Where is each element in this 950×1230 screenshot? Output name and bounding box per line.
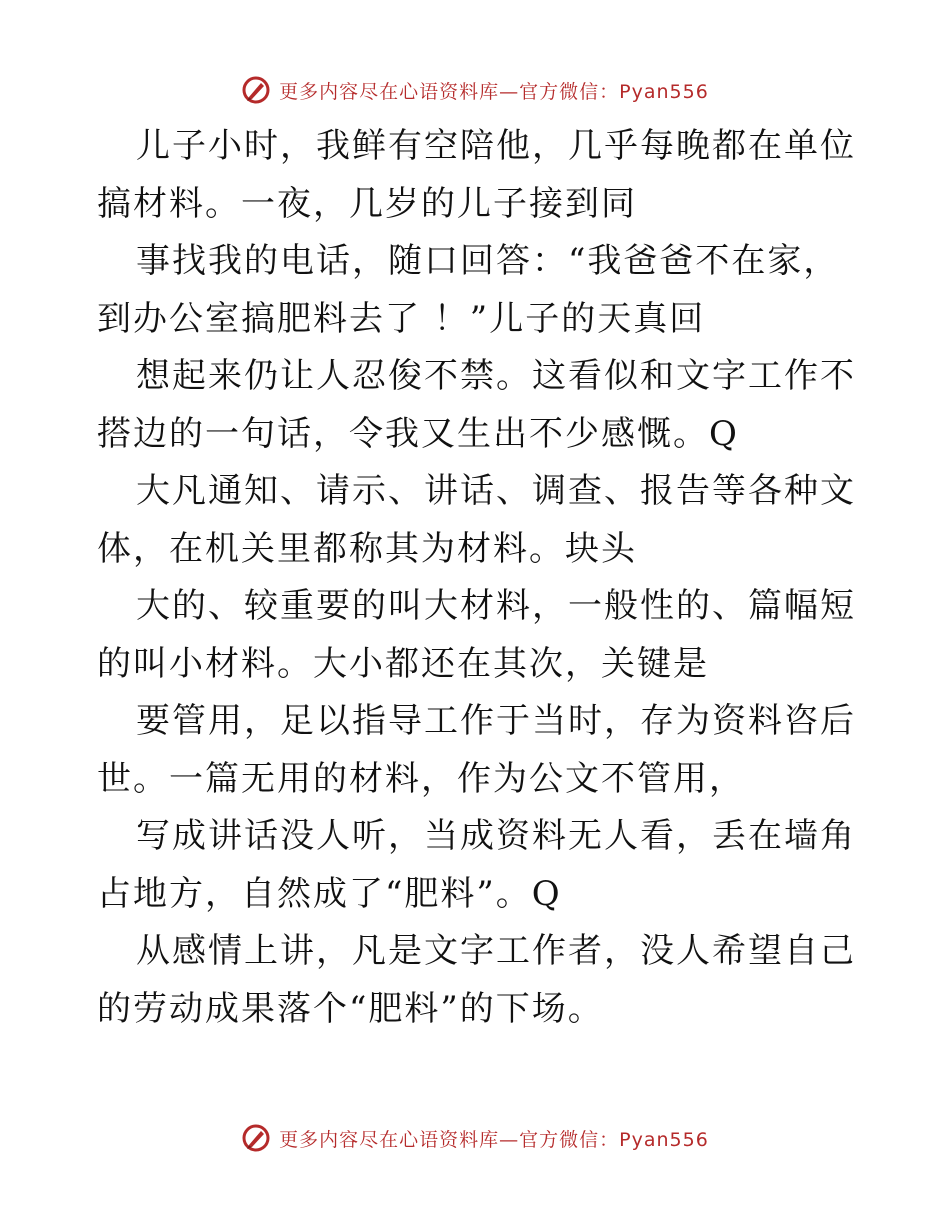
article-body	[97, 118, 857, 1038]
paragraph-7: 写成讲话没人听，当成资料无人看，丢在墙角占地方，自然成了“肥料”。Q	[97, 816, 856, 914]
pen-logo-icon	[241, 1123, 271, 1153]
header-banner-label: 更多内容尽在心语资料库—官方微信：	[279, 80, 620, 103]
header-banner	[0, 70, 950, 110]
paragraph-4: 大凡通知、请示、讲话、调查、报告等各种文体，在机关里都称其为材料。块头	[97, 471, 856, 569]
header-wechat-id: Pyan556	[619, 80, 709, 103]
paragraph-2: 事找我的电话，随口回答：“我爸爸不在家，到办公室搞肥料去了 ！”儿子的天真回	[97, 241, 840, 339]
pen-logo-icon	[241, 75, 271, 105]
footer-banner	[0, 1118, 950, 1158]
header-banner-text	[279, 77, 709, 104]
footer-banner-label: 更多内容尽在心语资料库—官方微信：	[279, 1128, 620, 1151]
paragraph-8: 从感情上讲，凡是文字工作者，没人希望自己的劳动成果落个“肥料”的下场。	[97, 931, 856, 1029]
paragraph-1: 儿子小时，我鲜有空陪他，几乎每晚都在单位搞材料。一夜，几岁的儿子接到同	[97, 126, 856, 224]
paragraph-3: 想起来仍让人忍俊不禁。这看似和文字工作不搭边的一句话，令我又生出不少感慨。Q	[97, 356, 856, 454]
paragraph-6: 要管用，足以指导工作于当时，存为资料咨后世。一篇无用的材料，作为公文不管用，	[97, 701, 856, 799]
footer-banner-text	[279, 1125, 709, 1152]
footer-wechat-id: Pyan556	[619, 1128, 709, 1151]
paragraph-5: 大的、较重要的叫大材料，一般性的、篇幅短的叫小材料。大小都还在其次，关键是	[97, 586, 856, 684]
